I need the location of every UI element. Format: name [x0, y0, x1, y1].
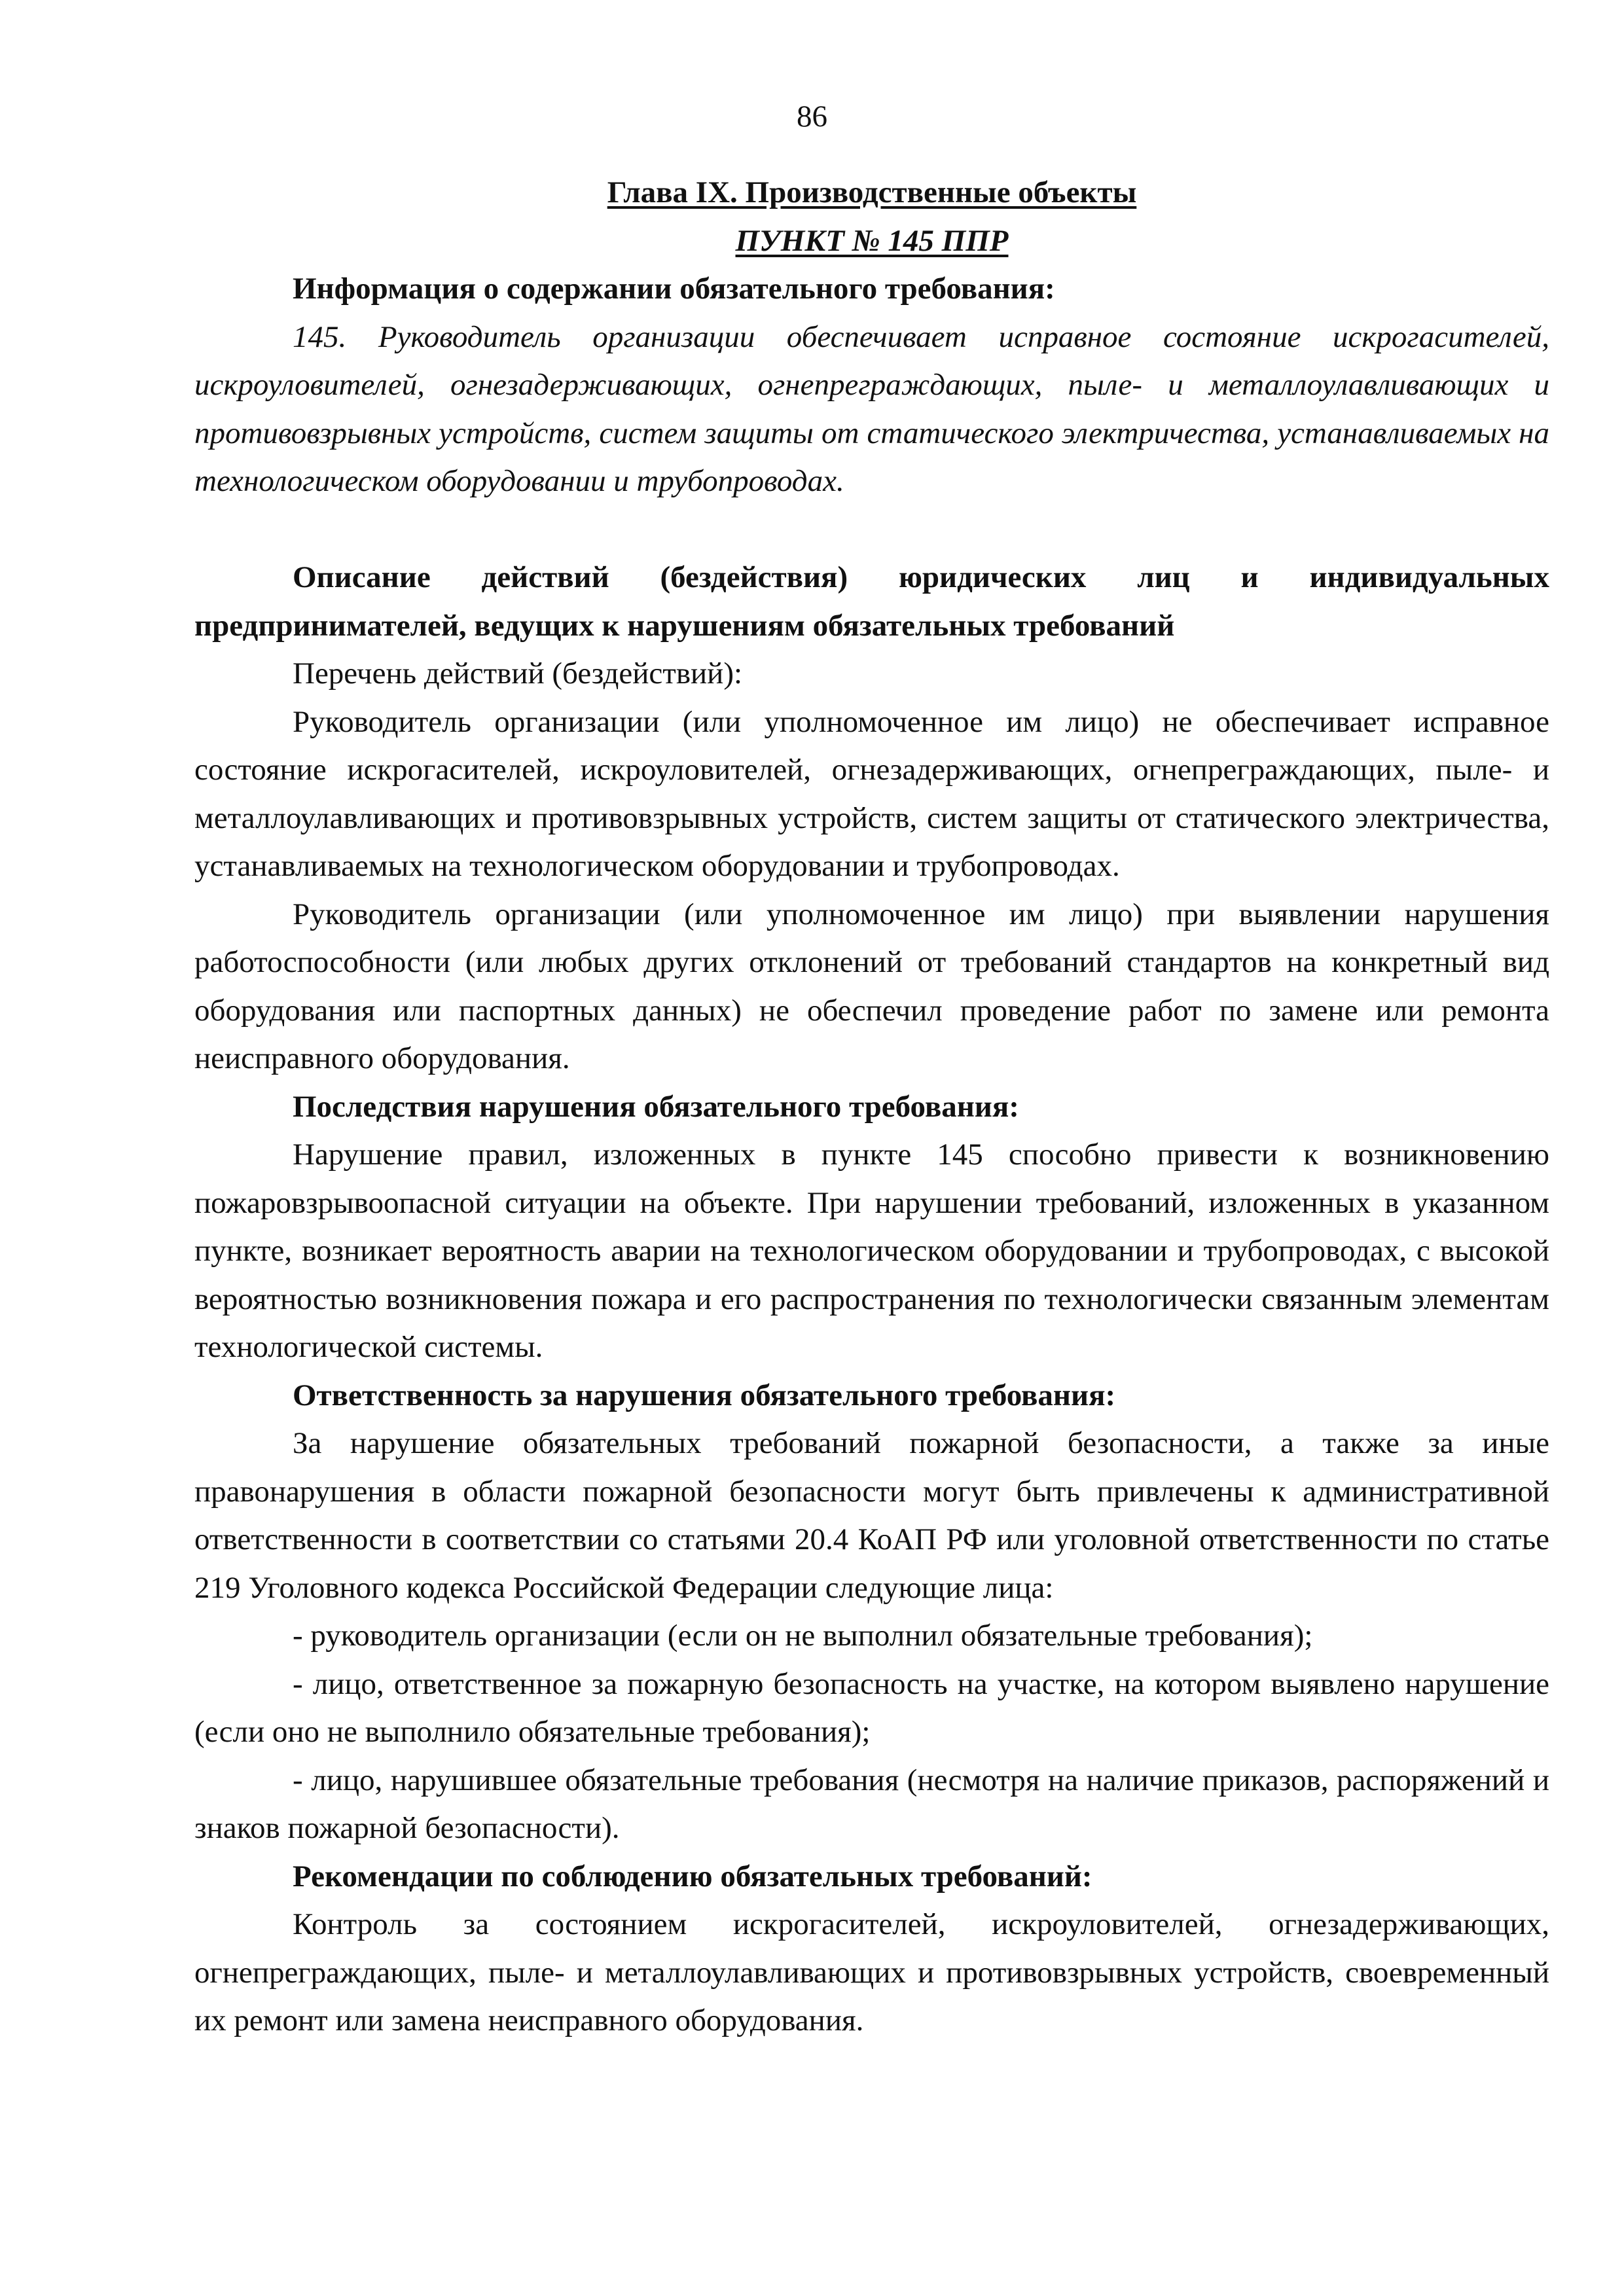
chapter-title: Глава IX. Производственные объекты — [607, 175, 1137, 209]
recommendations-text: Контроль за состоянием искрогасителей, искроуловителей, огнезадерживающих, огнепреграждающих, пыле- и металлоулавливающих и противовзрывных устройств, своевременный их ремонт или замена неисправного оборудования. — [194, 1907, 1549, 2037]
violations-paragraph-1: Руководитель организации (или уполномоченное им лицо) не обеспечивает исправное состояние искрогасителей, искроуловителей, огнезадерживающих, огнепреграждающих, пыле- и металлоулавливающих и противовзрывных устройств, систем защиты от статического электричества, устанавливаемых на технологическом оборудовании и трубопроводах. — [194, 704, 1549, 883]
recommendations-heading: Рекомендации по соблюдению обязательных требований: — [293, 1859, 1092, 1893]
requirement-text: 145. Руководитель организации обеспечивает исправное состояние искрогасителей, искроуловителей, огнезадерживающих, огнепреграждающих, пыле- и металлоулавливающих и противовзрывных устройств, систем защиты от статического электричества, устанавливаемых на технологическом оборудовании и трубопроводах. — [194, 319, 1549, 498]
violations-list-intro: Перечень действий (бездействий): — [293, 656, 743, 691]
violations-paragraph-2: Руководитель организации (или уполномоченное им лицо) при выявлении нарушения работоспособности (или любых других отклонений от требований стандартов на конкретный вид оборудования или паспортных данных) не обеспечил проведение работ по замене или ремонта неисправного оборудования. — [194, 897, 1549, 1075]
requirement-heading: Информация о содержании обязательного требования: — [293, 272, 1055, 306]
responsibility-item-2: - лицо, ответственное за пожарную безопасность на участке, на котором выявлено нарушение (если оно не выполнило обязательные требования); — [194, 1666, 1549, 1749]
consequences-heading: Последствия нарушения обязательного требования: — [293, 1089, 1019, 1124]
violations-heading: Описание действий (бездействия) юридических лиц и индивидуальных предпринимателей, ведущих к нарушениям обязательных требований — [194, 560, 1549, 643]
consequences-text: Нарушение правил, изложенных в пункте 145 способно привести к возникновению пожаровзрывоопасной ситуации на объекте. При нарушении требований, изложенных в указанном пункте, возникает вероятность аварии на технологическом оборудовании и трубопроводах, с высокой вероятностью возникновения пожара и его распространения по технологически связанным элементам технологической системы. — [194, 1138, 1549, 1364]
responsibility-text: За нарушение обязательных требований пожарной безопасности, а также за иные правонарушения в области пожарной безопасности могут быть привлечены к административной ответственности в соответствии со статьями 20.4 КоАП РФ или уголовной ответственности по статье 219 Уголовного кодекса Российской Федерации следующие лица: — [194, 1426, 1549, 1605]
section-spacer — [194, 506, 1549, 554]
item-title: ПУНКТ № 145 ППР — [735, 223, 1009, 258]
responsibility-heading: Ответственность за нарушения обязательного требования: — [293, 1378, 1116, 1412]
responsibility-item-1: - руководитель организации (если он не выполнил обязательные требования); — [293, 1619, 1313, 1653]
responsibility-item-3: - лицо, нарушившее обязательные требования (несмотря на наличие приказов, распоряжений и знаков пожарной безопасности). — [194, 1763, 1549, 1845]
page-number: 86 — [797, 99, 827, 134]
document-body — [194, 169, 1549, 2045]
